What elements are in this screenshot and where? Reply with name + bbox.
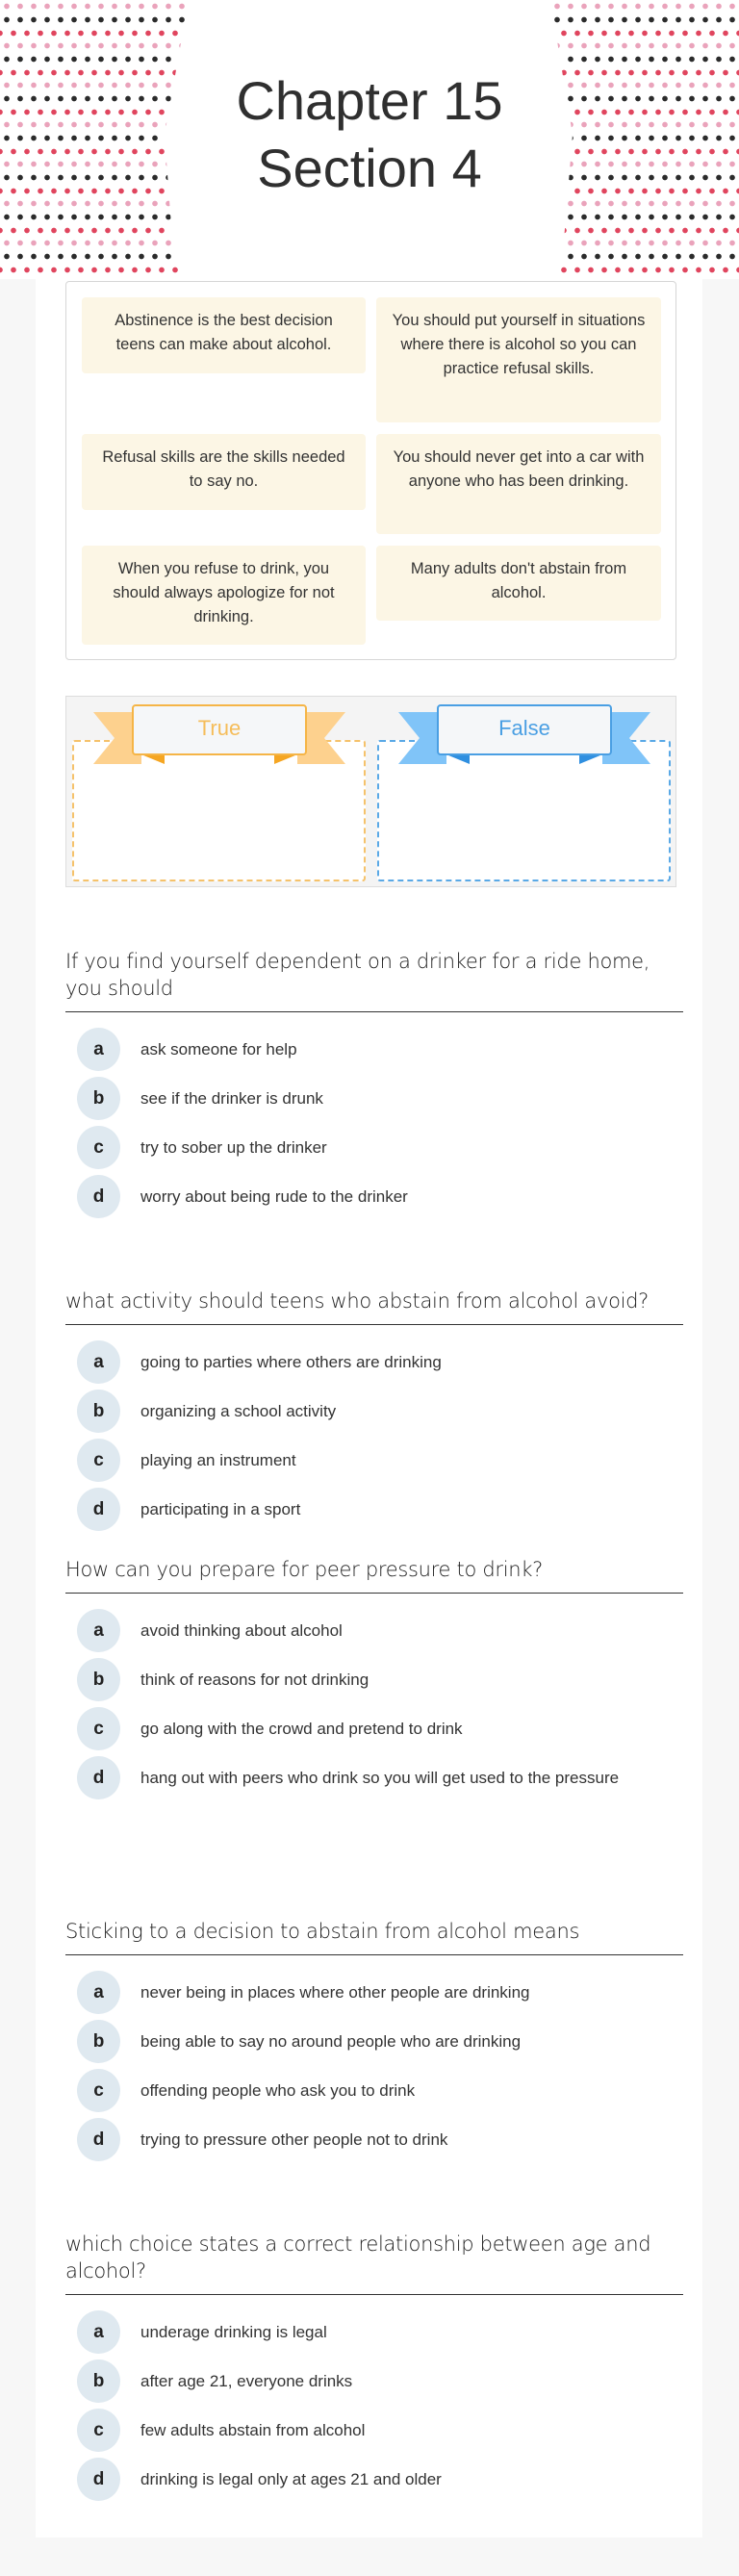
option-letter-badge[interactable]: d	[77, 1756, 120, 1799]
option-text: organizing a school activity	[140, 1401, 337, 1420]
option-text: going to parties where others are drinking	[140, 1352, 442, 1371]
option-text: after age 21, everyone drinks	[140, 2371, 353, 2390]
option-letter-badge[interactable]: b	[77, 2020, 120, 2063]
page-title	[0, 67, 739, 202]
option-letter-badge[interactable]: b	[77, 1390, 120, 1433]
option-text: never being in places where other people are drinking	[140, 1982, 530, 2002]
option-text: try to sober up the drinker	[140, 1137, 327, 1157]
draggable-card[interactable]: Many adults don't abstain from alcohol.	[376, 546, 661, 621]
question-block	[65, 1918, 683, 2164]
answer-option[interactable]	[65, 2406, 683, 2455]
draggable-card[interactable]: When you refuse to drink, you should always apologize for not drinking.	[82, 546, 366, 645]
question-block	[65, 948, 683, 1221]
answer-option[interactable]	[65, 1436, 683, 1485]
option-letter-badge[interactable]: d	[77, 1175, 120, 1218]
answer-option[interactable]	[65, 1025, 683, 1074]
answer-option[interactable]	[65, 1172, 683, 1221]
option-text: underage drinking is legal	[140, 2322, 327, 2341]
option-text: drinking is legal only at ages 21 and older	[140, 2469, 442, 2488]
true-category-label: True	[132, 704, 307, 755]
option-text: few adults abstain from alcohol	[140, 2420, 366, 2439]
answer-options	[65, 1338, 683, 1534]
option-text: playing an instrument	[140, 1450, 296, 1469]
question-text: Sticking to a decision to abstain from alcohol means	[65, 1918, 683, 1955]
draggable-card[interactable]: Abstinence is the best decision teens can make about alcohol.	[82, 297, 366, 373]
option-text: participating in a sport	[140, 1499, 301, 1518]
answer-option[interactable]	[65, 1753, 683, 1802]
answer-option[interactable]	[65, 1338, 683, 1387]
option-letter-badge[interactable]: a	[77, 1028, 120, 1071]
answer-option[interactable]	[65, 1606, 683, 1655]
sorting-area	[65, 696, 676, 887]
option-text: hang out with peers who drink so you will get used to the pressure	[140, 1768, 620, 1787]
answer-options	[65, 1606, 683, 1802]
title-line-1: Chapter 15	[236, 70, 503, 131]
option-text: being able to say no around people who are drinking	[140, 2031, 522, 2051]
answer-option[interactable]	[65, 1123, 683, 1172]
option-letter-badge[interactable]: d	[77, 2458, 120, 2501]
answer-option[interactable]	[65, 2115, 683, 2164]
question-block	[65, 1288, 683, 1534]
option-letter-badge[interactable]: c	[77, 2069, 120, 2112]
answer-option[interactable]	[65, 1968, 683, 2017]
answer-options	[65, 1025, 683, 1221]
option-text: go along with the crowd and pretend to drink	[140, 1719, 463, 1738]
option-letter-badge[interactable]: b	[77, 2359, 120, 2403]
question-block	[65, 2231, 683, 2504]
answer-option[interactable]	[65, 1074, 683, 1123]
answer-options	[65, 1968, 683, 2164]
option-letter-badge[interactable]: a	[77, 2310, 120, 2354]
option-letter-badge[interactable]: c	[77, 1439, 120, 1482]
option-letter-badge[interactable]: c	[77, 1126, 120, 1169]
answer-option[interactable]	[65, 1655, 683, 1704]
answer-option[interactable]	[65, 2017, 683, 2066]
option-letter-badge[interactable]: b	[77, 1077, 120, 1120]
answer-options	[65, 2308, 683, 2504]
draggable-card[interactable]: You should put yourself in situations where there is alcohol so you can practice refusal skills.	[376, 297, 661, 422]
option-letter-badge[interactable]: a	[77, 1971, 120, 2014]
option-text: offending people who ask you to drink	[140, 2080, 416, 2100]
option-text: trying to pressure other people not to drink	[140, 2130, 448, 2149]
answer-option[interactable]	[65, 1485, 683, 1534]
question-text: If you find yourself dependent on a drinker for a ride home, you should	[65, 948, 683, 1012]
question-text: which choice states a correct relationship between age and alcohol?	[65, 2231, 683, 2295]
option-text: think of reasons for not drinking	[140, 1670, 370, 1689]
option-letter-badge[interactable]: c	[77, 1707, 120, 1750]
answer-option[interactable]	[65, 1387, 683, 1436]
option-text: see if the drinker is drunk	[140, 1088, 323, 1108]
option-letter-badge[interactable]: b	[77, 1658, 120, 1701]
option-letter-badge[interactable]: a	[77, 1609, 120, 1652]
worksheet-header	[0, 0, 739, 279]
question-text: what activity should teens who abstain from alcohol avoid?	[65, 1288, 683, 1325]
option-text: worry about being rude to the drinker	[140, 1186, 408, 1206]
question-block	[65, 1556, 683, 1802]
option-letter-badge[interactable]: d	[77, 2118, 120, 2161]
answer-option[interactable]	[65, 2308, 683, 2357]
draggable-card[interactable]: You should never get into a car with anyone who has been drinking.	[376, 434, 661, 534]
draggable-card[interactable]: Refusal skills are the skills needed to say no.	[82, 434, 366, 510]
question-text: How can you prepare for peer pressure to drink?	[65, 1556, 683, 1594]
answer-option[interactable]	[65, 1704, 683, 1753]
false-category-label: False	[437, 704, 612, 755]
option-letter-badge[interactable]: d	[77, 1488, 120, 1531]
option-letter-badge[interactable]: a	[77, 1340, 120, 1384]
option-text: ask someone for help	[140, 1039, 297, 1058]
option-letter-badge[interactable]: c	[77, 2409, 120, 2452]
answer-option[interactable]	[65, 2357, 683, 2406]
title-line-2: Section 4	[257, 138, 482, 198]
answer-option[interactable]	[65, 2455, 683, 2504]
option-text: avoid thinking about alcohol	[140, 1620, 343, 1640]
answer-option[interactable]	[65, 2066, 683, 2115]
